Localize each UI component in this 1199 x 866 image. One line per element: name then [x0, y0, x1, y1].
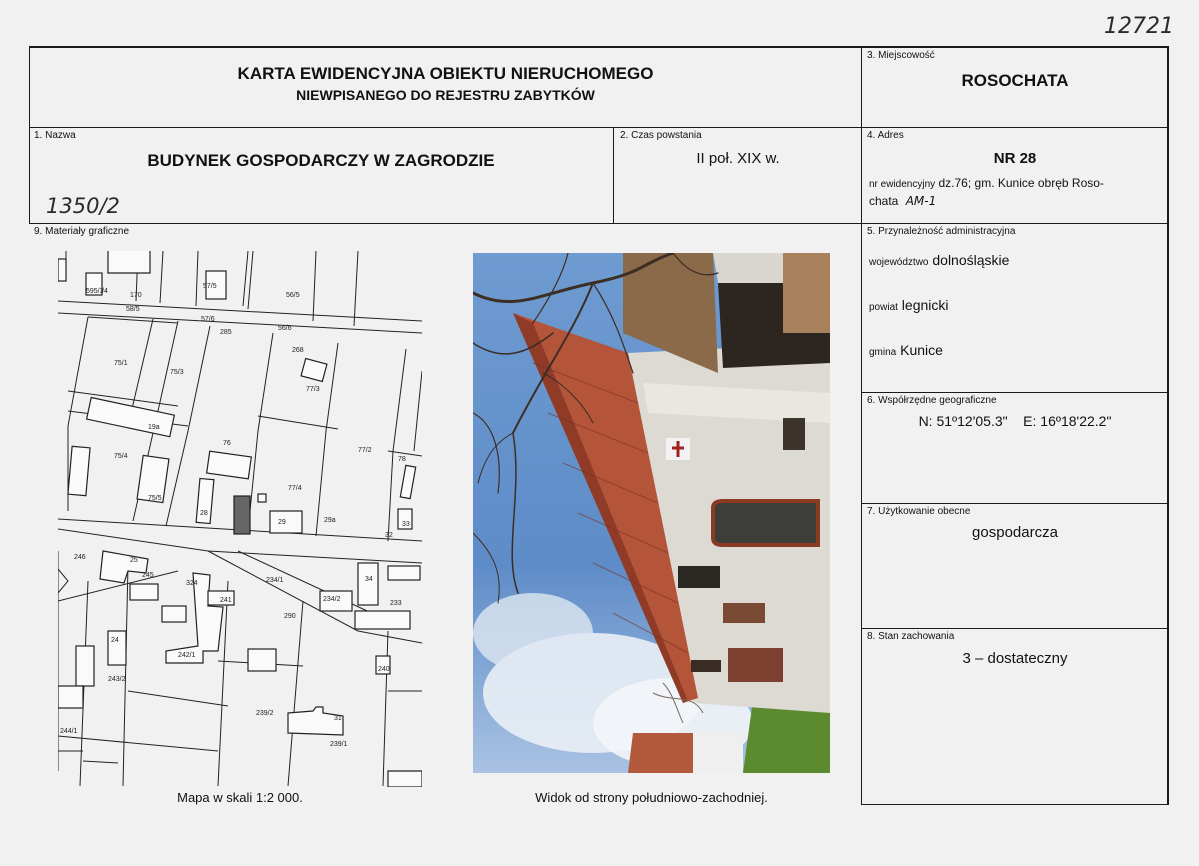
map-label: 595/3	[86, 288, 104, 295]
wojewodztwo-value: dolnośląskie	[932, 252, 1010, 268]
powiat-value: legnicki	[901, 297, 949, 313]
miejscowosc-value: ROSOCHATA	[961, 71, 1069, 90]
map-label: 75/1	[114, 360, 128, 367]
map-label: 19a	[148, 424, 160, 431]
nazwa-value: BUDYNEK GOSPODARCZY W ZAGRODZIE	[147, 151, 495, 170]
map-label: 34	[365, 576, 373, 583]
map-label: 241	[220, 597, 232, 604]
map-label: /4	[102, 288, 108, 295]
map-label: 58/5	[126, 306, 140, 313]
map-label: 245	[142, 572, 154, 579]
map-caption: Mapa w skali 1:2 000.	[177, 790, 303, 805]
map-label: 246	[74, 554, 86, 561]
czas-value: II poł. XIX w.	[696, 150, 780, 167]
map-label: 78	[398, 456, 406, 463]
building-photo-drawing	[473, 253, 830, 773]
map-label: 28	[200, 510, 208, 517]
map-label: 31	[334, 715, 342, 722]
wspolrzedne-values	[862, 413, 1168, 429]
map-label: 324	[186, 580, 198, 587]
gmina-row	[869, 342, 943, 358]
map-label: 290	[284, 613, 296, 620]
map-label: 29	[278, 519, 286, 526]
powiat-label: powiat	[869, 302, 898, 313]
czas-label: 2. Czas powstania	[620, 130, 702, 141]
latitude-value: N: 51º12'05.3"	[918, 413, 1008, 429]
adres-value: NR 28	[993, 150, 1037, 167]
przynaleznosc-label: 5. Przynależność administracyjna	[867, 226, 1016, 237]
adres-nr-ewidencyjny	[869, 175, 1161, 210]
map-label: 234/1	[266, 577, 284, 584]
stan-value: 3 – dostateczny	[962, 650, 1068, 667]
map-label: 24	[111, 637, 119, 644]
map-label: 56/5	[286, 292, 300, 299]
wspolrzedne-label: 6. Współrzędne geograficzne	[867, 395, 997, 406]
handwritten-area-code: AM-1	[905, 194, 937, 208]
map-label: 233	[390, 600, 402, 607]
uzytkowanie-value: gospodarcza	[972, 524, 1058, 541]
cadastral-map-drawing	[58, 251, 422, 787]
map-label: 285	[220, 329, 232, 336]
handwritten-record-number: 12721	[1104, 14, 1174, 39]
building-photo	[473, 253, 830, 773]
map-label: 75/5	[148, 495, 162, 502]
map-label: 77/3	[306, 386, 320, 393]
map-label: 77/4	[288, 485, 302, 492]
map-label: 33	[402, 521, 410, 528]
map-label: 57/5	[203, 283, 217, 290]
adres-label: 4. Adres	[867, 130, 904, 141]
gmina-label: gmina	[869, 347, 897, 358]
map-label: 25	[130, 557, 138, 564]
map-label: 242/1	[178, 652, 196, 659]
map-label: 75/3	[170, 369, 184, 376]
map-label: 57/6	[201, 316, 215, 323]
map-label: 75/4	[114, 453, 128, 460]
stan-label: 8. Stan zachowania	[867, 631, 955, 642]
nr-ewidencyjny-value: dz.76; gm. Kunice obręb Roso-	[938, 176, 1104, 190]
uzytkowanie-label: 7. Użytkowanie obecne	[867, 506, 971, 517]
materialy-label: 9. Materiały graficzne	[34, 226, 130, 237]
map-label: 170	[130, 292, 142, 299]
nazwa-label: 1. Nazwa	[34, 130, 76, 141]
handwritten-inventory-number: 1350/2	[46, 194, 120, 218]
nr-ewidencyjny-value-cont: chata	[869, 194, 899, 208]
map-label: 76	[223, 440, 231, 447]
cadastral-map	[58, 251, 422, 787]
map-label: 32	[385, 532, 393, 539]
form-title: KARTA EWIDENCYJNA OBIEKTU NIERUCHOMEGO	[237, 64, 654, 83]
miejscowosc-label: 3. Miejscowość	[867, 50, 935, 61]
map-label: 234/2	[323, 596, 341, 603]
gmina-value: Kunice	[900, 342, 943, 358]
map-label: 239/2	[256, 710, 274, 717]
map-label: 243/2	[108, 676, 126, 683]
map-label: 56/6	[278, 325, 292, 332]
wojewodztwo-label: województwo	[869, 257, 929, 268]
map-label: 29a	[324, 517, 336, 524]
map-label: 268	[292, 347, 304, 354]
map-label: 77/2	[358, 447, 372, 454]
nr-ewidencyjny-label: nr ewidencyjny	[869, 179, 936, 190]
longitude-value: E: 16º18'22.2"	[1023, 413, 1112, 429]
wojewodztwo-row	[869, 252, 1009, 268]
form-subtitle: NIEWPISANEGO DO REJESTRU ZABYTKÓW	[296, 87, 595, 103]
map-label: 244/1	[60, 728, 78, 735]
map-label: 240	[378, 666, 390, 673]
powiat-row	[869, 297, 949, 313]
photo-caption: Widok od strony południowo-zachodniej.	[535, 790, 768, 805]
map-label: 239/1	[330, 741, 348, 748]
